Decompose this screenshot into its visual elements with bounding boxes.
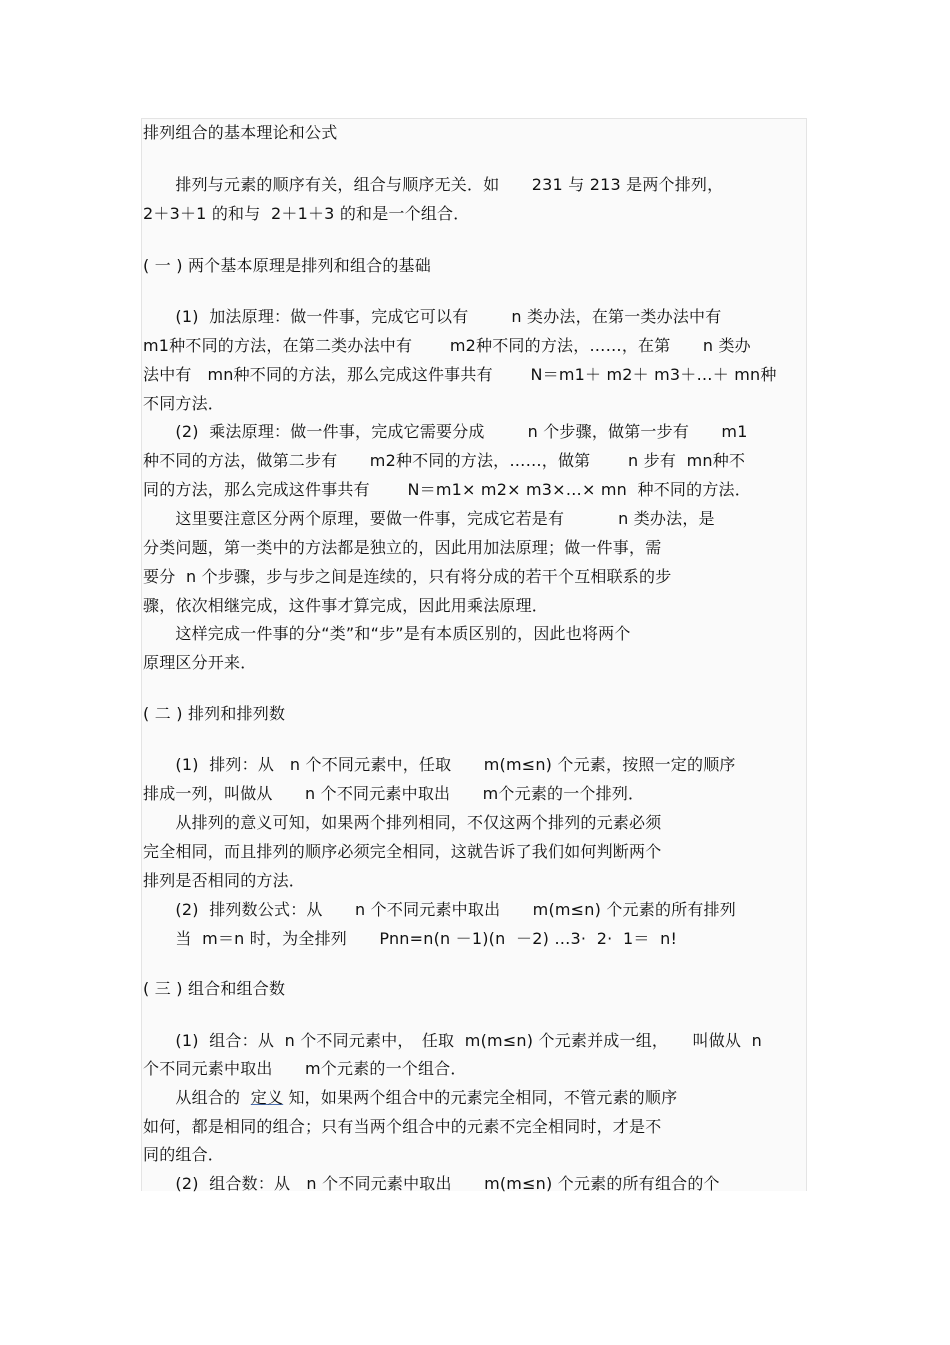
sec1-p4-line-2: 原理区分开来． [143,653,257,672]
sec1-p3-line-4: 骤，依次相继完成，这件事才算完成，因此用乘法原理． [143,596,549,615]
section-2-heading: ( 二 ) 排列和排列数 [143,704,286,723]
sec3-p3-line: (2) 组合数：从 n 个不同元素中取出 m(m≤n) 个元素的所有组合的个 [143,1174,720,1193]
sec2-p2-line-2: 完全相同，而且排列的顺序必须完全相同，这就告诉了我们如何判断两个 [143,842,662,861]
sec1-p2-line-3: 同的方法，那么完成这件事共有 N＝m1× m2× m3×…× mn 种不同的方法． [143,480,751,499]
sec3-p2-line-1 [143,1088,677,1108]
sec1-p1-line-1: (1) 加法原理：做一件事，完成它可以有 n 类办法，在第一类办法中有 [143,307,722,326]
sec1-p1-line-2: m1种不同的方法，在第二类办法中有 m2种不同的方法，……，在第 n 类办 [143,336,751,355]
sec3-p2-pre: 从组合的 [143,1088,251,1107]
definition-link[interactable]: 定义 [250,1088,284,1107]
sec3-p1-line-2: 个不同元素中取出 m个元素的一个组合． [143,1059,467,1078]
sec1-p1-line-3: 法中有 mn种不同的方法，那么完成这件事共有 N＝m1＋ m2＋ m3＋…＋ mn种 [143,365,777,384]
sec1-p3-line-1: 这里要注意区分两个原理，要做一件事，完成它若是有 n 类办法，是 [143,509,715,528]
sec3-p2-line-2: 如何，都是相同的组合；只有当两个组合中的元素不完全相同时，才是不 [143,1117,662,1136]
doc-title: 排列组合的基本理论和公式 [143,123,338,142]
section-1-heading: ( 一 ) 两个基本原理是排列和组合的基础 [143,256,431,275]
sec3-p2-post: 知，如果两个组合中的元素完全相同，不管元素的顺序 [283,1088,678,1107]
sec2-p2-line-3: 排列是否相同的方法． [143,871,306,890]
sec2-p1-line-1: (1) 排列：从 n 个不同元素中，任取 m(m≤n) 个元素，按照一定的顺序 [143,755,736,774]
intro-line-2: 2＋3＋1 的和与 2＋1＋3 的和是一个组合． [143,204,470,223]
sec1-p4-line-1: 这样完成一件事的分“类”和“步”是有本质区别的，因此也将两个 [143,624,631,643]
sec1-p2-line-1: (2) 乘法原理：做一件事，完成它需要分成 n 个步骤，做第一步有 m1 [143,422,748,441]
sec1-p1-line-4: 不同方法． [143,394,225,413]
sec2-p4-line: 当 m＝n 时，为全排列 Pnn=n(n －1)(n －2) …3· 2· 1＝ n! [143,929,678,948]
sec1-p3-line-2: 分类问题，第一类中的方法都是独立的，因此用加法原理；做一件事，需 [143,538,662,557]
sec1-p3-line-3: 要分 n 个步骤，步与步之间是连续的，只有将分成的若干个互相联系的步 [143,567,672,586]
sec2-p2-line-1: 从排列的意义可知，如果两个排列相同，不仅这两个排列的元素必须 [143,813,662,832]
sec3-p1-line-1: (1) 组合：从 n 个不同元素中， 任取 m(m≤n) 个元素并成一组， 叫做从 n [143,1031,763,1050]
section-3-heading: ( 三 ) 组合和组合数 [143,979,286,998]
intro-line-1: 排列与元素的顺序有关，组合与顺序无关．如 231 与 213 是两个排列， [143,175,724,194]
sec2-p1-line-2: 排成一列，叫做从 n 个不同元素中取出 m个元素的一个排列． [143,784,645,803]
sec1-p2-line-2: 种不同的方法，做第二步有 m2种不同的方法，……，做第 n 步有 mn种不 [143,451,746,470]
sec2-p3-line: (2) 排列数公式：从 n 个不同元素中取出 m(m≤n) 个元素的所有排列 [143,900,736,919]
sec3-p2-line-3: 同的组合． [143,1145,225,1164]
